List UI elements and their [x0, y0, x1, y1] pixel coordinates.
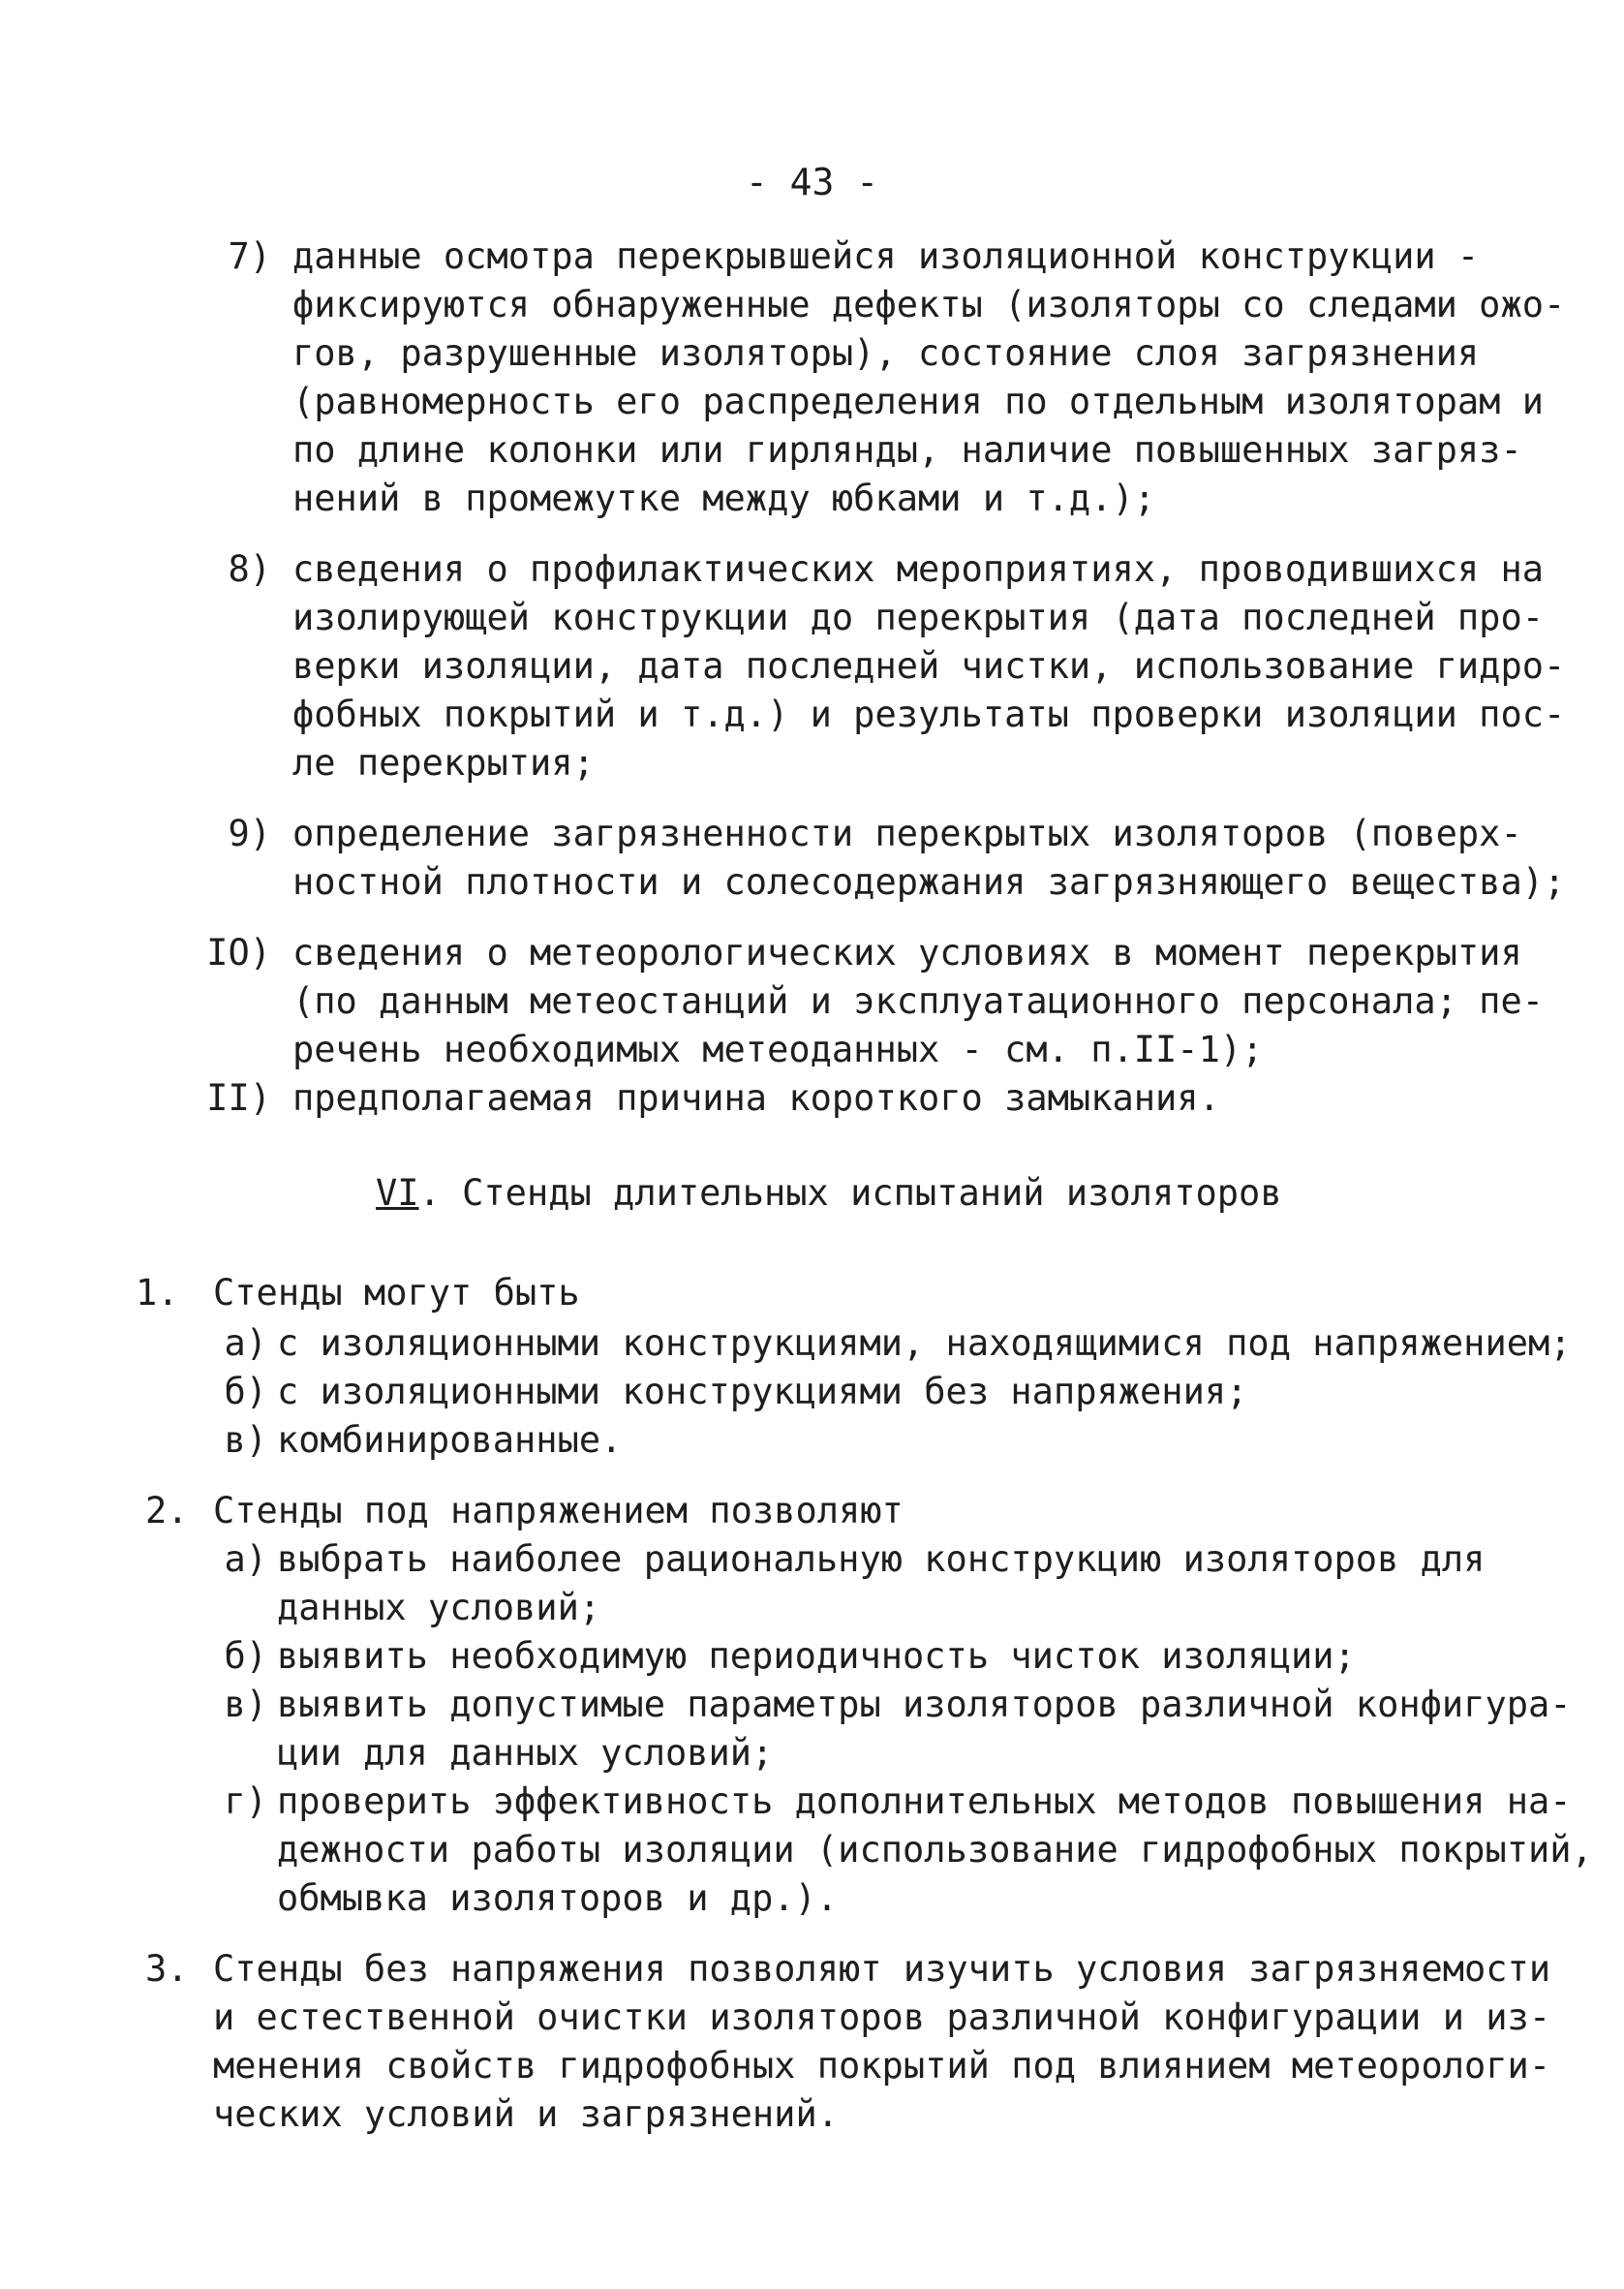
item-line: фобных покрытий и т.д.) и результаты проверки изоляции пос- — [292, 694, 1566, 735]
item-line: ции для данных условий; — [277, 1732, 774, 1774]
item-line: ческих условий и загрязнений. — [213, 2093, 840, 2135]
item-line: (равномерность его распределения по отдельным изоляторам и — [292, 381, 1545, 422]
item-number: б) — [224, 1371, 267, 1412]
section-roman-number: VI — [376, 1172, 419, 1214]
item-line: данных условий; — [277, 1587, 601, 1628]
item-line: проверить эффективность дополнительных методов повышения на- — [277, 1780, 1572, 1822]
item-line: Стенды могут быть — [213, 1272, 580, 1314]
item-line: гов, разрушенные изоляторы), состояние слоя загрязнения — [292, 332, 1480, 374]
page-number: - 43 - — [745, 161, 879, 203]
section-title: . Стенды длительных испытаний изоляторов — [418, 1172, 1282, 1214]
item-line: Стенды под напряжением позволяют — [213, 1490, 904, 1531]
item-line: Стенды без напряжения позволяют изучить условия загрязняемости — [213, 1948, 1551, 1990]
item-line: менения свойств гидрофобных покрытий под влиянием метеорологи- — [213, 2045, 1551, 2087]
section-heading — [376, 1172, 1282, 1214]
item-number: в) — [224, 1684, 267, 1725]
item-line: по длине колонки или гирлянды, наличие повышенных загряз- — [292, 429, 1522, 471]
item-line: комбинированные. — [277, 1419, 623, 1461]
item-line: фиксируются обнаруженные дефекты (изоляторы со следами ожо- — [292, 284, 1566, 325]
item-line: нений в промежутке между юбками и т.д.); — [292, 478, 1156, 519]
item-number: 1. — [136, 1272, 179, 1314]
item-line: ностной плотности и солесодержания загрязняющего вещества); — [292, 861, 1566, 903]
item-line: выбрать наиболее рациональную конструкцию изоляторов для — [277, 1538, 1486, 1580]
item-number: IO) — [206, 932, 271, 974]
item-line: с изоляционными конструкциями без напряжения; — [277, 1371, 1248, 1412]
item-number: а) — [224, 1538, 267, 1580]
item-line: верки изоляции, дата последней чистки, использование гидро- — [292, 645, 1566, 687]
item-number: г) — [224, 1780, 267, 1822]
item-line: определение загрязненности перекрытых изоляторов (поверх- — [292, 813, 1522, 854]
item-number: в) — [224, 1419, 267, 1461]
item-number: II) — [206, 1077, 271, 1119]
item-line: и естественной очистки изоляторов различной конфигурации и из- — [213, 1996, 1551, 2038]
item-line: ле перекрытия; — [292, 742, 595, 784]
item-number: а) — [224, 1322, 267, 1364]
item-line: предполагаемая причина короткого замыкания. — [292, 1077, 1220, 1119]
item-number: 9) — [228, 813, 271, 854]
item-number: 2. — [145, 1490, 189, 1531]
item-line: сведения о профилактических мероприятиях, проводившихся на — [292, 548, 1545, 590]
item-number: 3. — [145, 1948, 189, 1990]
item-line: выявить необходимую периодичность чисток изоляции; — [277, 1635, 1356, 1677]
item-line: (по данным метеостанций и эксплуатационного персонала; пе- — [292, 980, 1545, 1022]
item-line: с изоляционными конструкциями, находящимися под напряжением; — [277, 1322, 1572, 1364]
item-number: 7) — [228, 235, 271, 277]
item-line: данные осмотра перекрывшейся изоляционной конструкции - — [292, 235, 1480, 277]
item-line: обмывка изоляторов и др.). — [277, 1877, 839, 1919]
item-line: изолирующей конструкции до перекрытия (дата последней про- — [292, 597, 1545, 638]
item-line: сведения о метеорологических условиях в момент перекрытия — [292, 932, 1522, 974]
item-line: выявить допустимые параметры изоляторов различной конфигура- — [277, 1684, 1572, 1725]
item-number: б) — [224, 1635, 267, 1677]
item-number: 8) — [228, 548, 271, 590]
item-line: речень необходимых метеоданных - см. п.II-1); — [292, 1029, 1264, 1070]
item-line: дежности работы изоляции (использование гидрофобных покрытий, — [277, 1829, 1593, 1871]
